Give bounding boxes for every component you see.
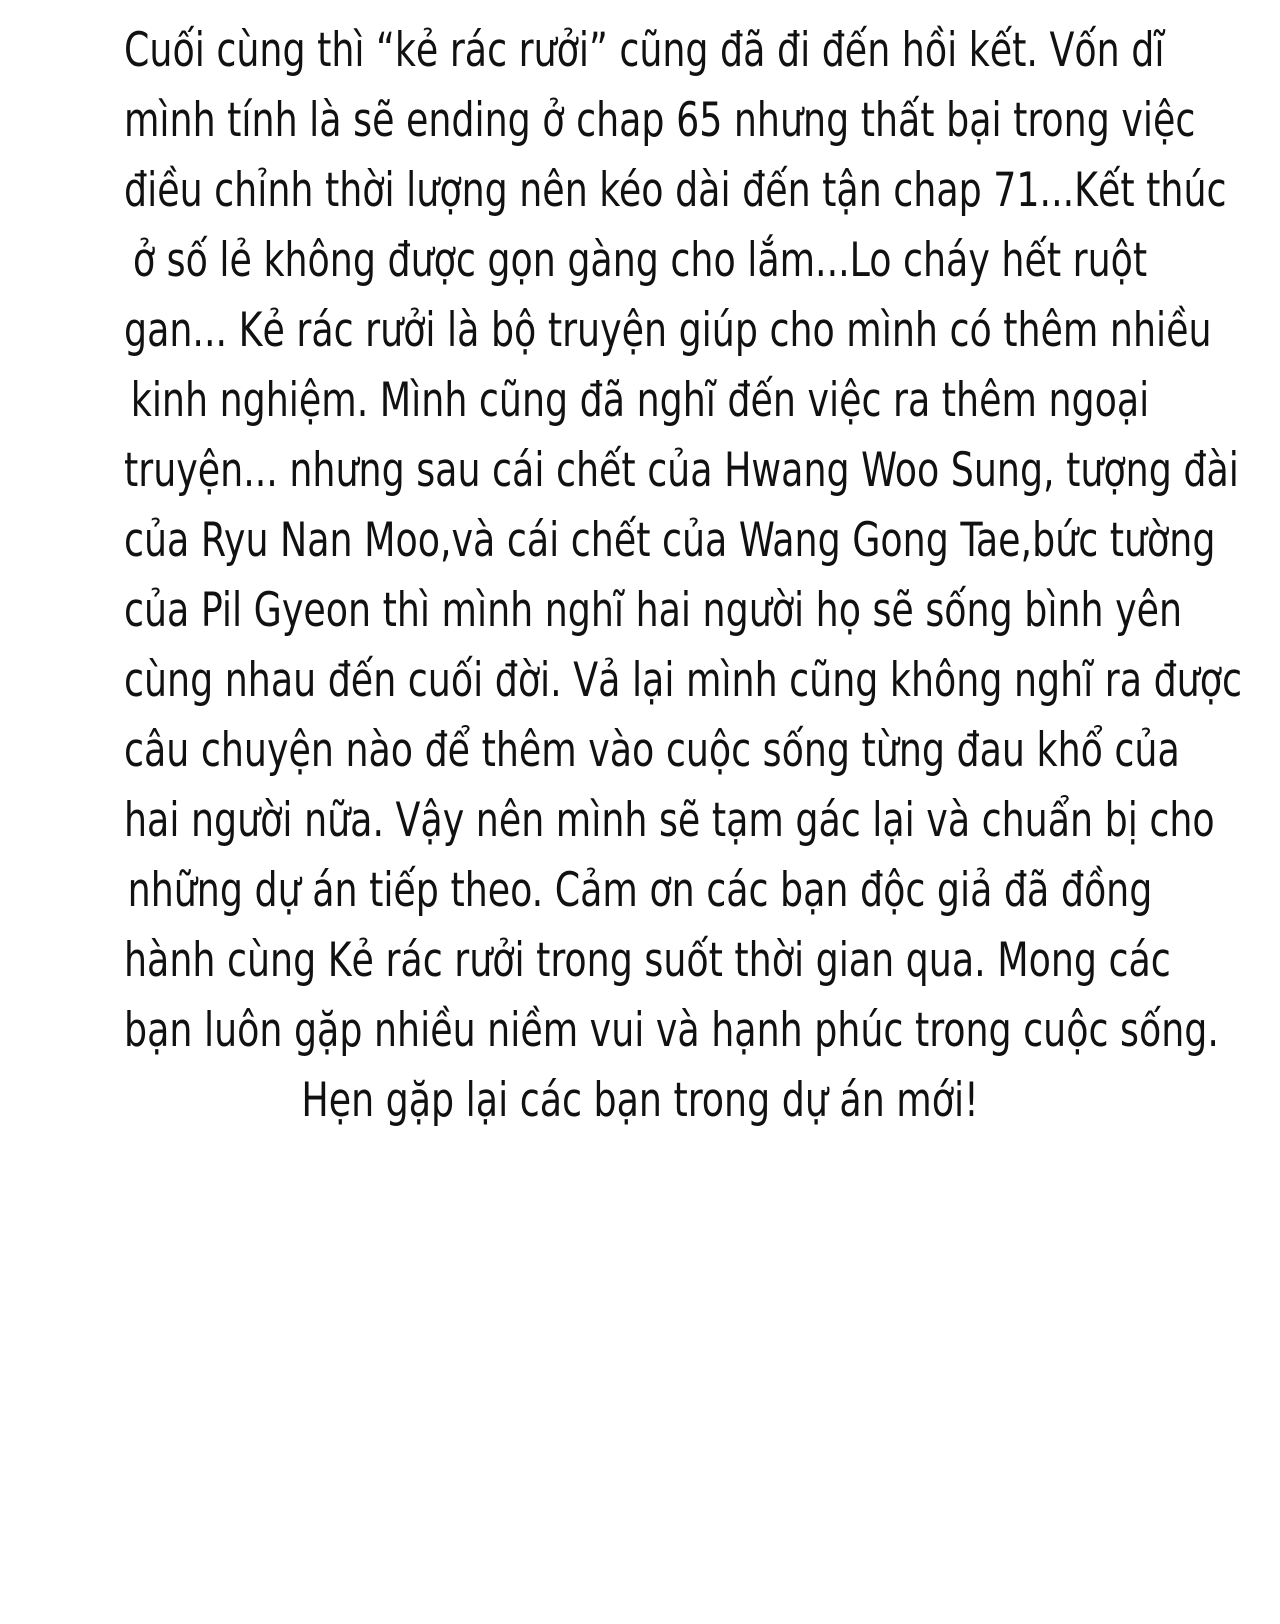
note-line: bạn luôn gặp nhiều niềm vui và hạnh phúc trong cuộc sống. [124, 1003, 1219, 1058]
note-line: gan... Kẻ rác rưởi là bộ truyện giúp cho mình có thêm nhiều [124, 303, 1212, 358]
note-line: điều chỉnh thời lượng nên kéo dài đến tận chap 71...Kết thúc [124, 163, 1227, 218]
note-line: hai người nữa. Vậy nên mình sẽ tạm gác lại và chuẩn bị cho [124, 793, 1215, 848]
note-line: Hẹn gặp lại các bạn trong dự án mới! [301, 1073, 979, 1128]
note-line: cùng nhau đến cuối đời. Vả lại mình cũng không nghĩ ra được [124, 653, 1242, 708]
note-line: truyện... nhưng sau cái chết của Hwang Woo Sung, tượng đài [124, 443, 1239, 498]
note-line: ở số lẻ không được gọn gàng cho lắm...Lo cháy hết ruột [132, 233, 1148, 288]
note-line: kinh nghiệm. Mình cũng đã nghĩ đến việc ra thêm ngoại [130, 373, 1150, 428]
note-line: mình tính là sẽ ending ở chap 65 nhưng thất bại trong việc [124, 93, 1196, 148]
note-line: hành cùng Kẻ rác rưởi trong suốt thời gian qua. Mong các [124, 933, 1171, 988]
note-line: của Ryu Nan Moo,và cái chết của Wang Gong Tae,bức tường [124, 513, 1216, 568]
note-line: những dự án tiếp theo. Cảm ơn các bạn độc giả đã đồng [127, 863, 1153, 918]
note-line: của Pil Gyeon thì mình nghĩ hai người họ sẽ sống bình yên [124, 583, 1183, 638]
note-line: Cuối cùng thì “kẻ rác rưởi” cũng đã đi đến hồi kết. Vốn dĩ [124, 23, 1165, 78]
note-line: câu chuyện nào để thêm vào cuộc sống từng đau khổ của [124, 723, 1180, 778]
translator-note [40, 16, 1240, 1136]
